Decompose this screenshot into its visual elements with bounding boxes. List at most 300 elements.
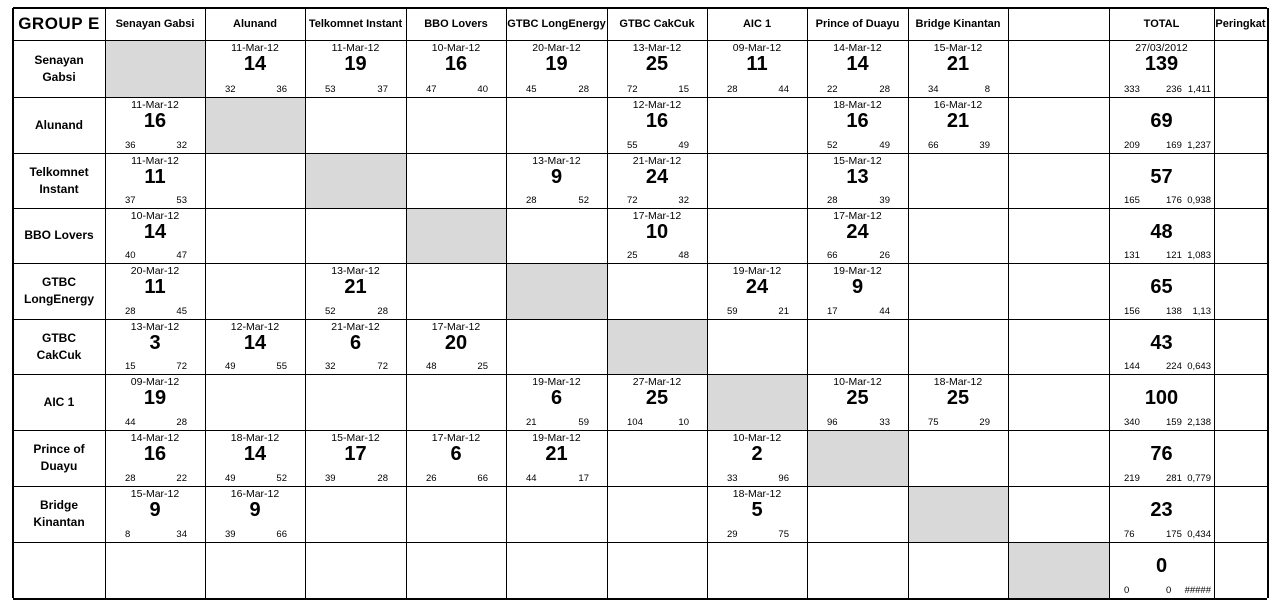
match-cell — [305, 319, 406, 374]
away-points: 28 — [879, 84, 890, 95]
match-score: 13 — [846, 166, 869, 188]
away-points: 28 — [578, 84, 589, 95]
match-date: 21-Mar-12 — [331, 321, 380, 333]
empty-cell — [707, 208, 807, 263]
match-cell — [105, 97, 205, 153]
empty-cell — [205, 153, 305, 208]
total-points-against: 159 — [1166, 417, 1182, 428]
total-score: 43 — [1150, 332, 1173, 354]
match-cell — [105, 153, 205, 208]
match-date: 09-Mar-12 — [732, 42, 782, 54]
match-date: 10-Mar-12 — [833, 376, 882, 388]
empty-cell — [1008, 486, 1109, 542]
total-points-for: 76 — [1124, 529, 1135, 540]
match-score: 19 — [143, 387, 167, 409]
total-points-against: 176 — [1166, 195, 1182, 206]
home-points: 52 — [325, 306, 336, 317]
home-points: 37 — [125, 195, 136, 206]
away-points: 39 — [979, 140, 990, 151]
self-match-cell — [205, 97, 305, 153]
empty-cell — [707, 153, 807, 208]
total-points-against: 175 — [1166, 529, 1182, 540]
total-cell — [1109, 97, 1214, 153]
home-points: 22 — [827, 84, 838, 95]
total-points-against: 138 — [1166, 306, 1182, 317]
home-points: 72 — [627, 195, 638, 206]
rank-cell — [1214, 486, 1267, 542]
empty-cell — [1008, 263, 1109, 319]
rank-cell — [1214, 153, 1267, 208]
empty-cell — [406, 486, 506, 542]
match-date: 15-Mar-12 — [933, 42, 983, 54]
match-date: 13-Mar-12 — [632, 42, 682, 54]
match-cell — [305, 263, 406, 319]
match-cell — [607, 208, 707, 263]
empty-cell — [1008, 97, 1109, 153]
total-points-for: 165 — [1124, 195, 1140, 206]
away-points: 26 — [879, 250, 890, 261]
match-score: 24 — [745, 276, 769, 298]
away-points: 8 — [984, 84, 990, 95]
empty-cell — [406, 374, 506, 430]
total-score: 0 — [1155, 555, 1168, 577]
home-points: 104 — [627, 417, 643, 428]
match-cell — [105, 263, 205, 319]
home-points: 21 — [526, 417, 537, 428]
match-date: 20-Mar-12 — [130, 265, 180, 277]
empty-cell — [305, 208, 406, 263]
match-score: 9 — [149, 499, 161, 521]
match-date: 27-Mar-12 — [632, 376, 682, 388]
empty-cell — [807, 542, 908, 598]
match-score: 14 — [243, 53, 267, 75]
match-score: 14 — [846, 53, 869, 75]
match-score: 9 — [851, 276, 864, 298]
total-points-for: 156 — [1124, 306, 1140, 317]
empty-cell — [607, 430, 707, 486]
match-score: 11 — [144, 166, 166, 188]
empty-cell — [406, 97, 506, 153]
match-score: 9 — [249, 499, 261, 521]
match-cell — [506, 374, 607, 430]
empty-cell — [305, 374, 406, 430]
empty-cell — [908, 263, 1008, 319]
match-score: 16 — [846, 110, 869, 132]
match-date: 11-Mar-12 — [131, 155, 179, 167]
row-label-gtbc-cakcuk: GTBC CakCuk — [36, 330, 82, 362]
total-points-for: 209 — [1124, 140, 1140, 151]
home-points: 28 — [727, 84, 738, 95]
total-score: 69 — [1150, 110, 1173, 132]
total-cell — [1109, 319, 1214, 374]
row-label-bbo-lovers: BBO Lovers — [24, 228, 94, 242]
match-date: 15-Mar-12 — [130, 488, 180, 500]
grid-line-horizontal — [13, 97, 1267, 98]
away-points: 52 — [578, 195, 589, 206]
away-points: 25 — [477, 361, 488, 372]
match-cell — [105, 486, 205, 542]
total-points-against: 281 — [1166, 473, 1182, 484]
row-label-senayan-gabsi: Senayan Gabsi — [34, 52, 84, 84]
match-score: 16 — [645, 110, 669, 132]
home-points: 28 — [125, 306, 136, 317]
empty-cell — [205, 263, 305, 319]
total-points-for: 333 — [1124, 84, 1140, 95]
empty-cell — [406, 153, 506, 208]
rank-cell — [1214, 430, 1267, 486]
total-cell — [1109, 40, 1214, 97]
total-score: 57 — [1150, 166, 1173, 188]
empty-cell — [1008, 40, 1109, 97]
grid-line-vertical — [1267, 8, 1269, 598]
total-cell — [1109, 486, 1214, 542]
self-match-cell — [506, 263, 607, 319]
empty-cell — [1008, 374, 1109, 430]
home-points: 44 — [125, 417, 136, 428]
total-points-for: 219 — [1124, 473, 1140, 484]
match-cell — [506, 40, 607, 97]
match-score: 21 — [946, 53, 970, 75]
match-date: 18-Mar-12 — [833, 99, 882, 111]
match-cell — [406, 40, 506, 97]
column-header-alunand: Alunand — [233, 18, 277, 30]
total-score: 100 — [1144, 387, 1179, 409]
away-points: 66 — [477, 473, 488, 484]
match-cell — [105, 208, 205, 263]
row-label-alunand: Alunand — [35, 117, 83, 132]
grid-line-horizontal — [13, 153, 1267, 154]
home-points: 33 — [727, 473, 738, 484]
row-label-empty — [13, 542, 105, 598]
match-date: 10-Mar-12 — [431, 42, 481, 54]
match-date: 12-Mar-12 — [632, 99, 682, 111]
total-ratio: 2,138 — [1187, 417, 1211, 428]
total-score: 23 — [1150, 499, 1173, 521]
match-score: 14 — [243, 332, 267, 354]
empty-cell — [707, 542, 807, 598]
match-score: 21 — [946, 110, 970, 132]
total-date: 27/03/2012 — [1135, 42, 1188, 54]
away-points: 52 — [276, 473, 287, 484]
self-match-cell — [105, 40, 205, 97]
match-cell — [506, 153, 607, 208]
rank-cell — [1214, 374, 1267, 430]
match-cell — [807, 263, 908, 319]
match-date: 16-Mar-12 — [230, 488, 280, 500]
match-cell — [305, 430, 406, 486]
match-cell — [105, 319, 205, 374]
empty-cell — [506, 319, 607, 374]
match-cell — [205, 430, 305, 486]
match-cell — [205, 486, 305, 542]
grid-line-horizontal — [13, 430, 1267, 431]
away-points: 32 — [176, 140, 187, 151]
total-points-for: 0 — [1124, 585, 1130, 596]
match-score: 6 — [550, 387, 563, 409]
match-score: 21 — [344, 276, 367, 298]
match-date: 17-Mar-12 — [431, 432, 481, 444]
home-points: 36 — [125, 140, 136, 151]
match-score: 25 — [645, 387, 669, 409]
match-date: 11-Mar-12 — [131, 99, 179, 111]
empty-cell — [406, 542, 506, 598]
away-points: 29 — [979, 417, 990, 428]
away-points: 96 — [778, 473, 789, 484]
rank-cell — [1214, 40, 1267, 97]
grid-line-horizontal — [13, 319, 1267, 320]
home-points: 52 — [827, 140, 838, 151]
match-date: 10-Mar-12 — [732, 432, 782, 444]
empty-cell — [607, 486, 707, 542]
column-header-aic-1: AIC 1 — [742, 18, 772, 30]
away-points: 22 — [176, 473, 187, 484]
empty-cell — [807, 486, 908, 542]
column-header-empty — [1008, 8, 1109, 40]
column-header-bridge-kinantan: Bridge Kinantan — [915, 18, 1001, 30]
home-points: 28 — [827, 195, 838, 206]
match-score: 10 — [645, 221, 669, 243]
total-cell — [1109, 208, 1214, 263]
total-ratio: 1,083 — [1187, 250, 1211, 261]
empty-cell — [1008, 430, 1109, 486]
home-points: 75 — [928, 417, 939, 428]
empty-cell — [707, 97, 807, 153]
match-score: 24 — [846, 221, 869, 243]
match-date: 19-Mar-12 — [532, 376, 581, 388]
total-ratio: 1,13 — [1192, 306, 1211, 317]
grid-line-horizontal — [13, 208, 1267, 209]
away-points: 10 — [678, 417, 689, 428]
column-header-gtbc-longenergy: GTBC LongEnergy — [507, 18, 606, 30]
away-points: 75 — [778, 529, 789, 540]
match-cell — [807, 374, 908, 430]
match-score: 16 — [143, 110, 167, 132]
empty-cell — [908, 430, 1008, 486]
empty-cell — [908, 542, 1008, 598]
empty-cell — [406, 263, 506, 319]
empty-cell — [105, 542, 205, 598]
away-points: 36 — [276, 84, 287, 95]
match-cell — [607, 153, 707, 208]
match-score: 25 — [946, 387, 970, 409]
away-points: 66 — [276, 529, 287, 540]
match-cell — [105, 374, 205, 430]
away-points: 47 — [176, 250, 187, 261]
match-cell — [406, 430, 506, 486]
home-points: 45 — [526, 84, 537, 95]
grid-line-horizontal — [13, 542, 1267, 543]
row-label-gtbc-longenergy: GTBC LongEnergy — [23, 275, 94, 306]
away-points: 21 — [778, 306, 789, 317]
home-points: 96 — [827, 417, 838, 428]
empty-cell — [908, 208, 1008, 263]
match-date: 20-Mar-12 — [532, 42, 581, 54]
match-date: 14-Mar-12 — [833, 42, 882, 54]
self-match-cell — [305, 153, 406, 208]
match-date: 19-Mar-12 — [732, 265, 782, 277]
match-date: 13-Mar-12 — [532, 155, 581, 167]
total-points-against: 0 — [1166, 585, 1172, 596]
empty-cell — [1008, 153, 1109, 208]
match-date: 16-Mar-12 — [933, 99, 983, 111]
match-date: 17-Mar-12 — [833, 210, 882, 222]
match-cell — [707, 486, 807, 542]
row-label-telkomnet-instant: Telkomnet Instant — [29, 164, 89, 196]
total-points-for: 144 — [1124, 361, 1140, 372]
total-points-against: 169 — [1166, 140, 1182, 151]
empty-cell — [305, 542, 406, 598]
row-label-prince-of-duayu: Prince of Duayu — [33, 442, 85, 473]
match-cell — [205, 319, 305, 374]
away-points: 28 — [176, 417, 187, 428]
home-points: 32 — [225, 84, 236, 95]
home-points: 66 — [928, 140, 939, 151]
grid-line-horizontal — [13, 263, 1267, 264]
empty-cell — [607, 542, 707, 598]
empty-cell — [908, 319, 1008, 374]
match-date: 11-Mar-12 — [231, 42, 279, 54]
rank-cell — [1214, 208, 1267, 263]
home-points: 40 — [125, 250, 136, 261]
away-points: 48 — [678, 250, 689, 261]
total-cell — [1109, 430, 1214, 486]
away-points: 33 — [879, 417, 890, 428]
match-score: 24 — [645, 166, 669, 188]
match-cell — [607, 40, 707, 97]
match-cell — [908, 40, 1008, 97]
home-points: 49 — [225, 473, 236, 484]
away-points: 40 — [477, 84, 488, 95]
away-points: 72 — [176, 361, 187, 372]
total-score: 76 — [1150, 443, 1173, 465]
home-points: 39 — [325, 473, 336, 484]
home-points: 15 — [125, 361, 136, 372]
away-points: 44 — [778, 84, 789, 95]
match-score: 25 — [645, 53, 669, 75]
empty-cell — [1008, 319, 1109, 374]
away-points: 39 — [879, 195, 890, 206]
match-score: 11 — [746, 53, 768, 75]
self-match-cell — [607, 319, 707, 374]
match-score: 25 — [846, 387, 869, 409]
total-points-against: 121 — [1166, 250, 1182, 261]
total-cell — [1109, 542, 1214, 598]
match-score: 14 — [143, 221, 167, 243]
grid-line-horizontal — [13, 486, 1267, 487]
total-ratio: 0,643 — [1187, 361, 1211, 372]
away-points: 28 — [377, 473, 388, 484]
match-date: 19-Mar-12 — [532, 432, 581, 444]
total-ratio: 0,779 — [1187, 473, 1211, 484]
group-title: GROUP E — [18, 14, 100, 33]
rank-cell — [1214, 542, 1267, 598]
empty-cell — [205, 208, 305, 263]
total-points-against: 236 — [1166, 84, 1182, 95]
empty-cell — [506, 97, 607, 153]
match-date: 09-Mar-12 — [130, 376, 180, 388]
match-score: 14 — [243, 443, 267, 465]
match-cell — [807, 40, 908, 97]
total-points-for: 340 — [1124, 417, 1140, 428]
match-score: 9 — [550, 166, 563, 188]
column-header-prince-of-duayu: Prince of Duayu — [815, 18, 900, 30]
home-points: 28 — [526, 195, 537, 206]
match-cell — [506, 430, 607, 486]
rank-header: Peringkat — [1215, 18, 1266, 30]
home-points: 59 — [727, 306, 738, 317]
match-score: 5 — [751, 499, 763, 521]
match-date: 17-Mar-12 — [431, 321, 481, 333]
total-ratio: 0,434 — [1187, 529, 1211, 540]
total-cell — [1109, 374, 1214, 430]
total-score: 139 — [1144, 53, 1179, 75]
home-points: 28 — [125, 473, 136, 484]
empty-cell — [607, 263, 707, 319]
match-score: 21 — [545, 443, 568, 465]
empty-cell — [1008, 208, 1109, 263]
total-ratio: 0,938 — [1187, 195, 1211, 206]
self-match-cell — [908, 486, 1008, 542]
total-score: 48 — [1150, 221, 1173, 243]
match-date: 12-Mar-12 — [230, 321, 280, 333]
grid-line-horizontal — [13, 598, 1267, 600]
match-date: 17-Mar-12 — [632, 210, 682, 222]
away-points: 49 — [879, 140, 890, 151]
match-cell — [607, 374, 707, 430]
match-date: 13-Mar-12 — [331, 265, 380, 277]
match-score: 19 — [545, 53, 568, 75]
rank-cell — [1214, 263, 1267, 319]
row-label-aic-1: AIC 1 — [43, 394, 75, 409]
total-ratio: 1,237 — [1187, 140, 1211, 151]
match-date: 14-Mar-12 — [130, 432, 180, 444]
empty-cell — [305, 97, 406, 153]
empty-cell — [908, 153, 1008, 208]
match-cell — [807, 208, 908, 263]
match-cell — [807, 97, 908, 153]
match-date: 21-Mar-12 — [632, 155, 682, 167]
empty-cell — [305, 486, 406, 542]
match-date: 10-Mar-12 — [130, 210, 180, 222]
match-score: 2 — [751, 443, 763, 465]
grid-line-horizontal — [13, 7, 1267, 9]
home-points: 72 — [627, 84, 638, 95]
match-cell — [707, 263, 807, 319]
row-label-bridge-kinantan: Bridge Kinantan — [33, 498, 85, 529]
column-header-senayan-gabsi: Senayan Gabsi — [115, 18, 195, 30]
home-points: 8 — [125, 529, 131, 540]
home-points: 44 — [526, 473, 537, 484]
away-points: 45 — [176, 306, 187, 317]
empty-cell — [506, 542, 607, 598]
home-points: 34 — [928, 84, 939, 95]
away-points: 53 — [176, 195, 187, 206]
match-cell — [707, 40, 807, 97]
match-date: 15-Mar-12 — [833, 155, 882, 167]
match-date: 19-Mar-12 — [833, 265, 882, 277]
self-match-cell — [707, 374, 807, 430]
home-points: 32 — [325, 361, 336, 372]
match-score: 20 — [444, 332, 468, 354]
match-score: 16 — [143, 443, 167, 465]
self-match-cell — [1008, 542, 1109, 598]
match-date: 18-Mar-12 — [933, 376, 983, 388]
away-points: 49 — [678, 140, 689, 151]
home-points: 48 — [426, 361, 437, 372]
away-points: 32 — [678, 195, 689, 206]
match-cell — [908, 97, 1008, 153]
match-score: 6 — [450, 443, 462, 465]
